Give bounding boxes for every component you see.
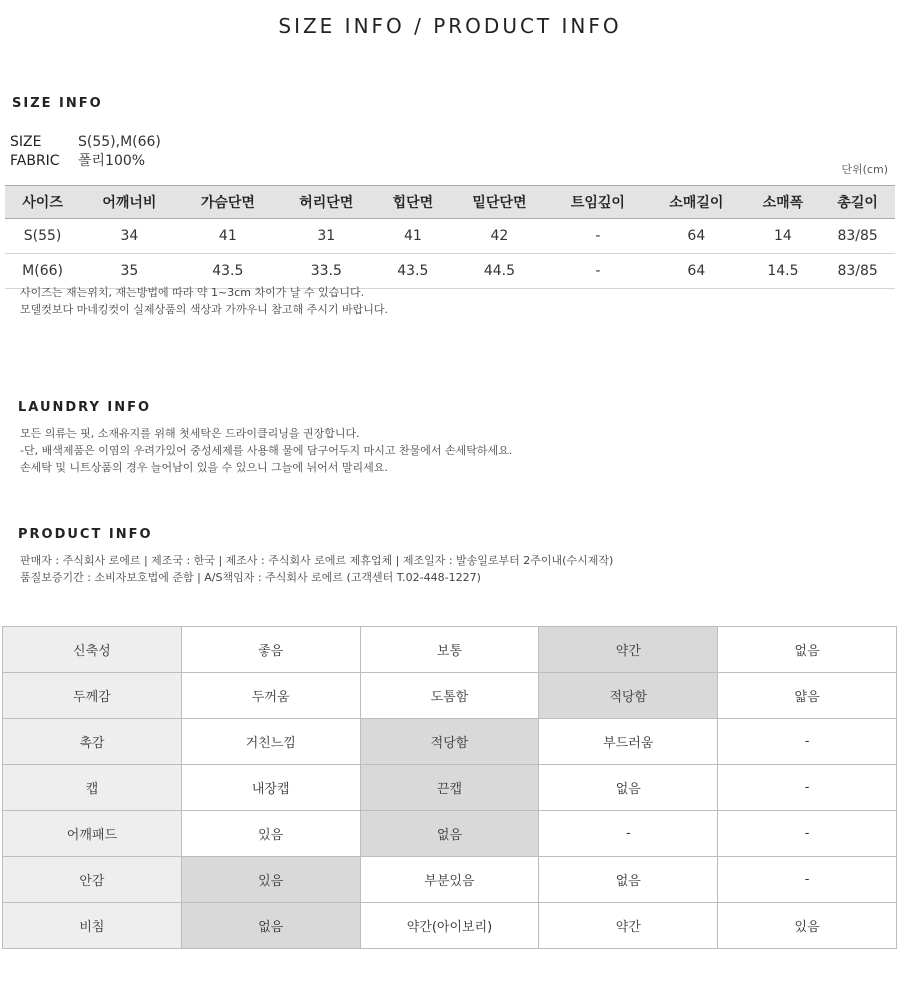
size-cell: 34: [80, 219, 178, 254]
unit-label: 단위(cm): [841, 163, 888, 176]
product-notes: [20, 552, 613, 586]
fabric-spec: [10, 150, 145, 170]
size-cell: M(66): [5, 254, 80, 289]
size-col-header: 사이즈: [5, 186, 80, 219]
size-col-header: 가슴단면: [179, 186, 277, 219]
size-cell: 42: [450, 219, 548, 254]
note-line: 판매자 : 주식회사 로에르 | 제조국 : 한국 | 제조사 : 주식회사 로에르 제휴업체 | 제조일자 : 발송일로부터 2주이내(수시제작): [20, 554, 614, 567]
note-line: 모델컷보다 마네킹컷이 실제상품의 색상과 가까우니 참고해 주시기 바랍니다.: [20, 303, 389, 316]
feel-option: 없음: [718, 627, 897, 673]
size-notes: [20, 284, 388, 318]
page-title: SIZE INFO / PRODUCT INFO: [278, 14, 622, 38]
size-col-header: 허리단면: [277, 186, 375, 219]
feel-row-label: 두께감: [3, 673, 182, 719]
table-row: [5, 219, 895, 254]
size-label: SIZE: [10, 134, 42, 150]
fabric-value: 폴리100%: [78, 153, 146, 169]
size-cell: 43.5: [376, 254, 451, 289]
size-cell: -: [549, 219, 647, 254]
feel-option: 얇음: [718, 673, 897, 719]
laundry-info-heading: LAUNDRY INFO: [18, 400, 152, 415]
note-line: 모든 의류는 핏, 소재유지를 위해 첫세탁은 드라이클리닝을 권장합니다.: [20, 427, 360, 440]
feel-option: 약간(아이보리): [360, 903, 539, 949]
size-info-heading: SIZE INFO: [12, 96, 103, 111]
size-cell: 31: [277, 219, 375, 254]
table-row: [3, 857, 897, 903]
feel-option-selected: 있음: [181, 857, 360, 903]
size-cell: 41: [179, 219, 277, 254]
feel-option-selected: 없음: [360, 811, 539, 857]
feel-option-selected: 끈캡: [360, 765, 539, 811]
size-col-header: 트임깊이: [549, 186, 647, 219]
laundry-notes: [20, 425, 512, 476]
feel-option: 부분있음: [360, 857, 539, 903]
feel-option: 내장캡: [181, 765, 360, 811]
size-col-header: 총길이: [820, 186, 895, 219]
feel-row-label: 어깨패드: [3, 811, 182, 857]
feel-option: 두꺼움: [181, 673, 360, 719]
note-line: 손세탁 및 니트상품의 경우 늘어남이 있을 수 있으니 그늘에 뉘어서 말리세요.: [20, 461, 388, 474]
feel-option: -: [718, 857, 897, 903]
feel-option: 부드러움: [539, 719, 718, 765]
feel-option-selected: 적당함: [360, 719, 539, 765]
feel-option: 약간: [539, 903, 718, 949]
fabric-feel-table: [2, 626, 897, 949]
size-cell: 33.5: [277, 254, 375, 289]
feel-option: -: [718, 719, 897, 765]
feel-option: 도톰함: [360, 673, 539, 719]
feel-row-label: 안감: [3, 857, 182, 903]
feel-row-label: 비침: [3, 903, 182, 949]
size-cell: 64: [647, 219, 745, 254]
size-cell: 44.5: [450, 254, 548, 289]
feel-option: 있음: [718, 903, 897, 949]
feel-option-selected: 없음: [181, 903, 360, 949]
size-cell: S(55): [5, 219, 80, 254]
size-cell: 64: [647, 254, 745, 289]
size-col-header: 밑단단면: [450, 186, 548, 219]
feel-option-selected: 적당함: [539, 673, 718, 719]
feel-option: -: [718, 811, 897, 857]
feel-option: 없음: [539, 765, 718, 811]
size-cell: 14.5: [746, 254, 821, 289]
feel-option: -: [718, 765, 897, 811]
feel-option: 없음: [539, 857, 718, 903]
note-line: -단, 배색제품은 이염의 우려가있어 중성세제를 사용해 물에 담구어두지 마시고 찬물에서 손세탁하세요.: [20, 444, 513, 457]
table-row: [3, 765, 897, 811]
size-col-header: 힙단면: [376, 186, 451, 219]
size-cell: 35: [80, 254, 178, 289]
size-cell: 43.5: [179, 254, 277, 289]
feel-row-label: 촉감: [3, 719, 182, 765]
note-line: 품질보증기간 : 소비자보호법에 준함 | A/S책임자 : 주식회사 로에르 (고객센터 T.02-448-1227): [20, 571, 481, 584]
size-table: [5, 185, 895, 289]
feel-option: 거친느낌: [181, 719, 360, 765]
product-info-heading: PRODUCT INFO: [18, 527, 153, 542]
size-col-header: 소매길이: [647, 186, 745, 219]
table-row: [3, 719, 897, 765]
size-col-header: 소매폭: [746, 186, 821, 219]
feel-option: 좋음: [181, 627, 360, 673]
size-value: S(55),M(66): [78, 134, 161, 150]
note-line: 사이즈는 재는위치, 재는방법에 따라 약 1~3cm 차이가 날 수 있습니다.: [20, 286, 365, 299]
feel-option-selected: 약간: [539, 627, 718, 673]
size-spec: [10, 134, 161, 150]
table-row: [3, 673, 897, 719]
feel-row-label: 캡: [3, 765, 182, 811]
size-table-header: [5, 186, 895, 219]
feel-option: -: [539, 811, 718, 857]
table-row: [3, 811, 897, 857]
feel-option: 보통: [360, 627, 539, 673]
size-col-header: 어깨너비: [80, 186, 178, 219]
size-cell: -: [549, 254, 647, 289]
feel-option: 있음: [181, 811, 360, 857]
size-cell: 83/85: [820, 219, 895, 254]
size-cell: 41: [376, 219, 451, 254]
feel-row-label: 신축성: [3, 627, 182, 673]
size-cell: 14: [746, 219, 821, 254]
fabric-label: FABRIC: [10, 153, 60, 169]
table-row: [3, 627, 897, 673]
size-cell: 83/85: [820, 254, 895, 289]
table-row: [3, 903, 897, 949]
